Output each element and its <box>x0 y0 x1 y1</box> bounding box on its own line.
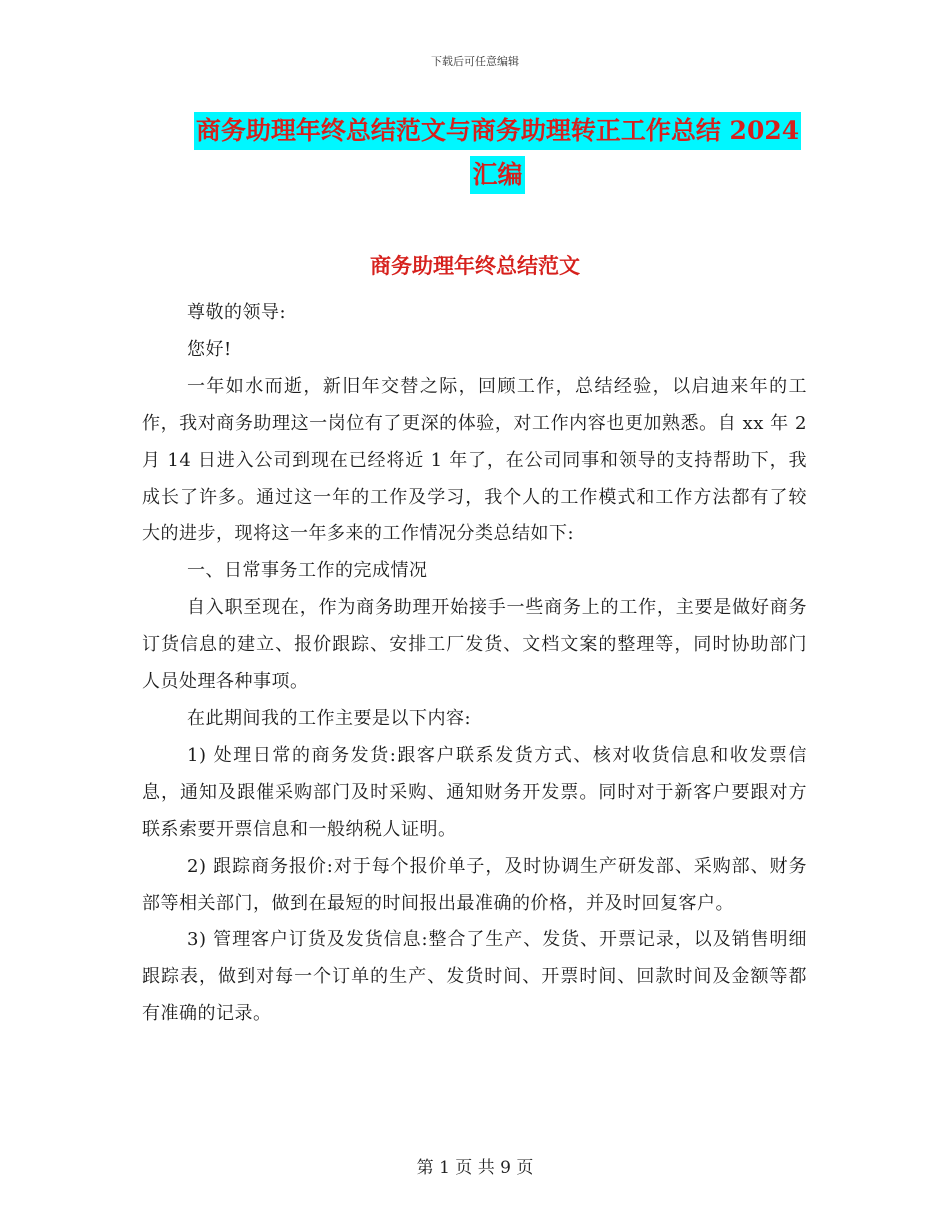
section-heading: 一、日常事务工作的完成情况 <box>187 560 428 582</box>
list-item-2: 2) 跟踪商务报价:对于每个报价单子，及时协调生产研发部、采购部、财务部等相关部门，做到在最短的时间报出最准确的价格，并及时回复客户。 <box>142 855 807 914</box>
list-item-3: 3) 管理客户订货及发货信息:整合了生产、发货、开票记录，以及销售明细跟踪表，做到对每一个订单的生产、发货时间、开票时间、回款时间及金额等都有准确的记录。 <box>142 929 807 1025</box>
greeting: 您好! <box>187 338 232 360</box>
paragraph-duties: 自入职至现在，作为商务助理开始接手一些商务上的工作，主要是做好商务订货信息的建立、报价跟踪、安排工厂发货、文档文案的整理等，同时协助部门人员处理各种事项。 <box>142 597 807 693</box>
list-item-1: 1) 处理日常的商务发货:跟客户联系发货方式、核对收货信息和收发票信息，通知及跟催采购部门及时采购、通知财务开发票。同时对于新客户要跟对方联系索要开票信息和一般纳税人证明。 <box>142 744 807 840</box>
paragraph-intro: 一年如水而逝，新旧年交替之际，回顾工作，总结经验，以启迪来年的工作，我对商务助理这一岗位有了更深的体验，对工作内容也更加熟悉。自 xx 年 2 月 14 日进入公司到现在已经将近 1 年了，在公司同事和领导的支持帮助下，我成长了许多。通过这一年的工作及学习，我个人的工作模式和工作方法都有了较大的进步，现将这一年多来的工作情况分类总结如下: <box>142 375 807 545</box>
title-line-1: 商务助理年终总结范文与商务助理转正工作总结 2024 <box>194 112 801 150</box>
page-footer: 第 1 页 共 9 页 <box>416 1158 534 1178</box>
section-subtitle: 商务助理年终总结范文 <box>370 253 580 278</box>
salutation: 尊敬的领导: <box>187 302 287 323</box>
header-note: 下载后可任意编辑 <box>431 55 519 68</box>
paragraph-list-intro: 在此期间我的工作主要是以下内容: <box>187 707 472 729</box>
document-title <box>190 112 805 194</box>
title-line-2: 汇编 <box>470 156 524 194</box>
document-body <box>142 295 807 1033</box>
